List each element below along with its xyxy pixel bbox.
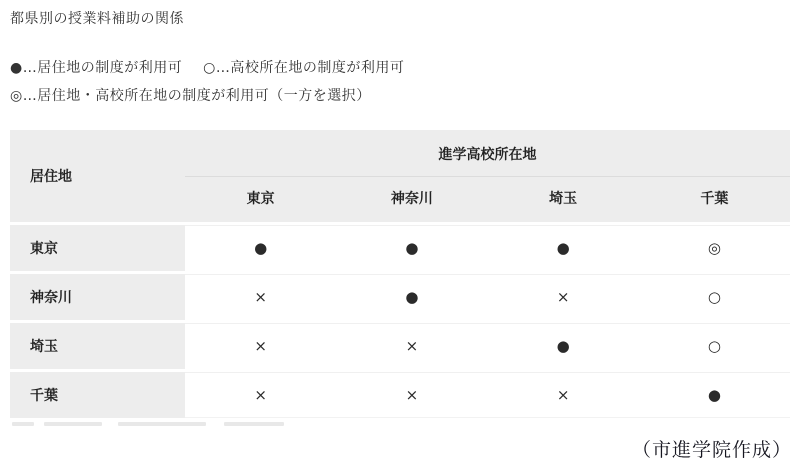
cell-chiba-chiba: ● [707,386,721,404]
column-header-saitama: 埼玉 [549,191,578,207]
cell-tokyo-kanagawa: ● [405,239,419,257]
row-group-header: 居住地 [10,130,185,222]
legend-line-2 [10,82,404,110]
clipped-footnote-remnant [12,422,284,427]
column-group-header: 進学高校所在地 [185,130,790,177]
column-header-row [185,177,790,221]
cell-kanagawa-saitama: × [556,288,570,306]
cell-chiba-tokyo: × [254,386,267,404]
cell-kanagawa-chiba: ○ [707,288,721,306]
cell-chiba-kanagawa: × [405,386,419,404]
cell-tokyo-tokyo: ● [254,239,268,257]
legend-item-residence: ●…居住地の制度が利用可 [10,60,183,76]
column-header-tokyo: 東京 [246,191,275,207]
row-cells [185,274,790,320]
table-row-tokyo [10,225,790,271]
table-header [10,130,790,222]
row-label-tokyo: 東京 [10,225,185,271]
cell-saitama-kanagawa: × [405,337,419,355]
column-header-kanagawa: 神奈川 [390,191,433,207]
row-cells [185,372,790,418]
clipped-text-segment [12,422,34,426]
cell-saitama-tokyo: × [254,337,267,355]
clipped-text-segment [44,422,102,426]
cell-saitama-chiba: ○ [707,337,721,355]
cell-kanagawa-tokyo: × [254,288,267,306]
legend-line-1 [10,54,404,82]
cell-kanagawa-kanagawa: ● [405,288,419,306]
table-row-chiba [10,372,790,418]
cell-tokyo-chiba: ◎ [707,239,721,257]
credit-text: （市進学院作成） [631,439,792,461]
clipped-text-segment [224,422,284,426]
row-label-chiba: 千葉 [10,372,185,418]
table-row-kanagawa [10,274,790,320]
cell-tokyo-saitama: ● [556,239,570,257]
row-label-saitama: 埼玉 [10,323,185,369]
legend [10,54,404,110]
subsidy-table [10,130,790,418]
table-row-saitama [10,323,790,369]
legend-item-either: ◎…居住地・高校所在地の制度が利用可（一方を選択） [10,88,371,104]
row-cells [185,225,790,271]
column-group [185,130,790,222]
page-title: 都県別の授業料補助の関係 [10,11,184,27]
cell-chiba-saitama: × [556,386,570,404]
row-label-kanagawa: 神奈川 [10,274,185,320]
column-header-chiba: 千葉 [700,191,729,207]
cell-saitama-saitama: ● [556,337,570,355]
row-cells [185,323,790,369]
legend-item-school-location: ○…高校所在地の制度が利用可 [203,60,405,76]
clipped-text-segment [118,422,206,426]
